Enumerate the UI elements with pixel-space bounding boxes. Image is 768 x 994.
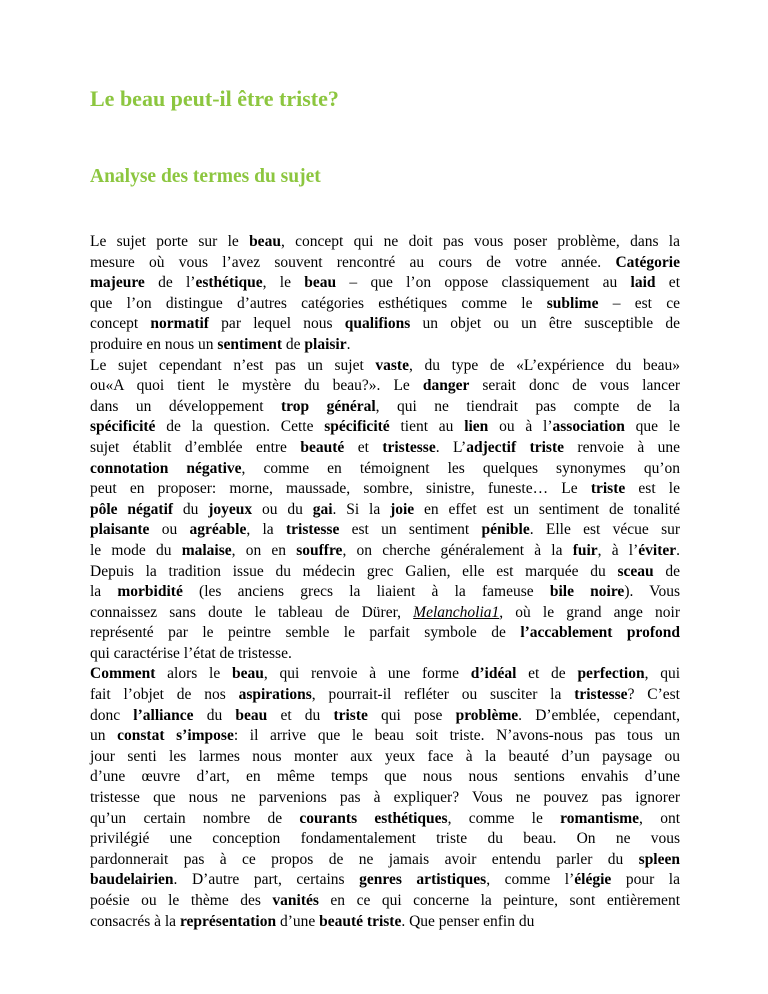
text-run: sujet établit d’emblée entre xyxy=(90,438,301,456)
text-run: qui pose xyxy=(367,706,456,724)
text-run: jour senti les larmes nous monter aux yeux face à la beauté d’un paysage ou xyxy=(90,747,680,765)
bold-term: adjectif triste xyxy=(466,438,564,456)
text-run: est le xyxy=(625,480,680,498)
text-run: serait donc de vous lancer xyxy=(469,377,681,395)
text-line xyxy=(90,314,680,335)
text-line xyxy=(90,294,680,315)
text-run: , qui xyxy=(644,665,680,683)
text-run: d’une œuvre d’art, en même temps que nous nous sentions envahis d’une xyxy=(90,768,680,786)
text-line xyxy=(90,376,680,397)
bold-term: agréable xyxy=(189,521,247,539)
bold-term: éviter xyxy=(638,541,677,559)
text-line xyxy=(90,459,680,480)
text-run: ou à l’ xyxy=(488,418,553,436)
bold-term: d’idéal xyxy=(470,665,517,683)
text-run: , ont xyxy=(639,809,681,827)
text-run: de xyxy=(653,562,680,580)
text-run: Depuis la tradition issue du médecin grec Galien, elle est marquée du xyxy=(90,562,618,580)
bold-term: tristesse xyxy=(285,521,340,539)
bold-term: plaisante xyxy=(90,521,150,539)
bold-term: beau xyxy=(249,233,281,250)
text-line xyxy=(90,335,680,356)
bold-term: esthétique xyxy=(195,274,263,292)
bold-term: laid xyxy=(630,274,656,292)
text-line xyxy=(90,788,680,809)
text-run: , le xyxy=(262,274,305,292)
text-run: concept xyxy=(90,315,151,333)
body-paragraph xyxy=(90,232,680,932)
text-run: pardonnerait pas à ce propos de ne jamais avoir entendu parler du xyxy=(90,850,639,868)
text-run: du xyxy=(193,706,236,724)
text-line xyxy=(90,912,680,933)
bold-term: baudelairien xyxy=(90,871,174,889)
bold-term: Comment xyxy=(90,665,156,683)
bold-term: perfection xyxy=(577,665,645,683)
text-line xyxy=(90,438,680,459)
bold-term: l’alliance xyxy=(133,706,194,724)
text-run: , à l’ xyxy=(597,541,639,559)
bold-term: pôle négatif xyxy=(90,500,174,518)
text-line xyxy=(90,623,680,644)
artwork-title: Melancholia1 xyxy=(413,603,500,621)
text-run: d’une xyxy=(276,912,320,930)
bold-term: fuir xyxy=(572,541,598,559)
bold-term: qualifions xyxy=(344,315,411,333)
bold-term: sceau xyxy=(617,562,654,580)
text-run: représenté par le peintre semble le parfait symbole de xyxy=(90,624,521,642)
text-run: ou«A quoi tient le mystère du beau?». Le xyxy=(90,377,423,395)
text-run: du xyxy=(173,500,209,518)
text-line xyxy=(90,603,680,624)
text-run: tient au xyxy=(389,418,465,436)
text-run: (les anciens grecs la liaient à la fameuse xyxy=(182,583,550,601)
text-run: que l’on distingue d’autres catégories esthétiques comme le xyxy=(90,294,547,312)
text-line xyxy=(90,232,680,253)
text-run: et du xyxy=(267,706,334,724)
bold-term: courants esthétiques xyxy=(299,809,448,827)
bold-term: morbidité xyxy=(117,583,183,601)
bold-term: beauté triste xyxy=(319,912,402,930)
text-run: – est ce xyxy=(598,294,680,312)
bold-term: tristesse xyxy=(574,686,628,704)
bold-term: beau xyxy=(231,665,264,683)
text-line xyxy=(90,541,680,562)
text-run: . L’ xyxy=(435,438,467,456)
text-run: ? C’est xyxy=(627,686,680,704)
text-line xyxy=(90,356,680,377)
text-run: Le sujet cependant n’est pas un sujet xyxy=(90,356,376,374)
text-run: , du type de «L’expérience du beau» xyxy=(408,356,680,374)
bold-term: lien xyxy=(464,418,489,436)
text-run: . xyxy=(676,541,680,559)
text-run: en effet est un sentiment de tonalité xyxy=(414,500,681,518)
text-run: , comme le xyxy=(447,809,561,827)
bold-term: trop général xyxy=(281,397,376,415)
text-run: renvoie à une xyxy=(564,438,681,456)
text-line xyxy=(90,644,680,665)
section-heading: Analyse des termes du sujet xyxy=(90,166,321,187)
text-line xyxy=(90,891,680,912)
bold-term: connotation négative xyxy=(90,459,242,477)
text-run: poésie ou le thème des xyxy=(90,892,273,909)
text-run: , la xyxy=(246,521,286,539)
bold-term: beau xyxy=(235,706,268,724)
text-run: que le xyxy=(624,418,680,436)
bold-term: vaste xyxy=(375,356,409,374)
bold-term: beauté xyxy=(300,438,345,456)
text-line xyxy=(90,706,680,727)
bold-term: sentiment xyxy=(217,335,282,353)
text-run: mesure où vous l’avez souvent rencontré au cours de votre année. xyxy=(90,253,616,271)
text-run: , comme en témoignent les quelques synonymes qu’on xyxy=(241,459,681,477)
bold-term: souffre xyxy=(296,541,343,559)
bold-term: vanités xyxy=(272,892,319,909)
bold-term: problème xyxy=(455,706,519,724)
text-run: consacrés à la xyxy=(90,912,180,930)
text-run: par lequel nous xyxy=(208,315,345,333)
bold-term: triste xyxy=(333,706,368,724)
text-line xyxy=(90,520,680,541)
text-run: ou xyxy=(149,521,190,539)
text-run: , on cherche généralement à la xyxy=(342,541,573,559)
bold-term: majeure xyxy=(90,274,145,292)
text-run: Le sujet porte sur le xyxy=(90,233,250,250)
bold-term: représentation xyxy=(179,912,277,930)
bold-term: gai xyxy=(312,500,333,518)
text-run: un xyxy=(90,727,118,745)
text-run: qui caractérise l’état de tristesse. xyxy=(90,644,292,662)
text-run: un objet ou un être susceptible de xyxy=(410,315,680,333)
text-run: qu’un certain nombre de xyxy=(90,809,300,827)
text-line xyxy=(90,685,680,706)
text-line xyxy=(90,664,680,685)
text-line xyxy=(90,253,680,274)
bold-term: bile noire xyxy=(549,583,625,601)
bold-term: malaise xyxy=(181,541,232,559)
text-line xyxy=(90,500,680,521)
text-run: , qui renvoie à une forme xyxy=(263,665,471,683)
bold-term: Catégorie xyxy=(615,253,680,271)
text-run: en ce qui concerne la peinture, sont entièrement xyxy=(318,892,680,909)
text-line xyxy=(90,273,680,294)
bold-term: spécificité xyxy=(324,418,390,436)
bold-term: beau xyxy=(304,274,337,292)
text-run: – que l’on oppose classiquement au xyxy=(336,274,631,292)
text-run: et de xyxy=(516,665,578,683)
text-run: pour la xyxy=(611,871,680,889)
text-run: . Elle est vécue sur xyxy=(529,521,681,539)
text-line xyxy=(90,767,680,788)
text-run: privilégié une conception fondamentalement triste du beau. On ne vous xyxy=(90,830,680,848)
text-run: . D’emblée, cependant, xyxy=(518,706,681,724)
text-run: de la question. Cette xyxy=(155,418,325,436)
text-run: . Si la xyxy=(332,500,391,518)
text-run: de xyxy=(282,335,305,353)
text-run: de l’ xyxy=(144,274,196,292)
text-run: dans un développement xyxy=(90,397,281,415)
text-line xyxy=(90,417,680,438)
text-line xyxy=(90,562,680,583)
bold-term: triste xyxy=(590,480,626,498)
text-run: et xyxy=(655,274,680,292)
text-run: fait l’objet de nos xyxy=(90,686,239,704)
text-run: peut en proposer: morne, maussade, sombre, sinistre, funeste… Le xyxy=(90,480,591,498)
bold-term: tristesse xyxy=(382,438,436,456)
text-run: , pourrait-il refléter ou susciter la xyxy=(311,686,575,704)
text-run: , qui ne tiendrait pas compte de la xyxy=(375,397,680,415)
bold-term: romantisme xyxy=(560,809,640,827)
bold-term: spleen xyxy=(638,850,680,868)
text-run: . Que penser enfin du xyxy=(401,912,535,930)
bold-term: plaisir xyxy=(304,335,347,353)
text-run: , on en xyxy=(231,541,297,559)
text-line xyxy=(90,809,680,830)
text-line xyxy=(90,870,680,891)
bold-term: spécificité xyxy=(90,418,156,436)
text-run: alors le xyxy=(155,665,232,683)
text-run: donc xyxy=(90,706,134,724)
text-run: et xyxy=(344,438,383,456)
text-run: tristesse que nous ne parvenions pas à expliquer? Vous ne pouvez pas ignorer xyxy=(90,789,680,807)
text-line xyxy=(90,747,680,768)
bold-term: association xyxy=(552,418,625,436)
bold-term: genres artistiques xyxy=(359,871,487,889)
text-line xyxy=(90,479,680,500)
bold-term: joyeux xyxy=(208,500,253,518)
text-run: . D’autre part, certains xyxy=(173,871,360,889)
document-title: Le beau peut-il être triste? xyxy=(90,86,339,111)
text-line xyxy=(90,829,680,850)
bold-term: danger xyxy=(422,377,470,395)
bold-term: sublime xyxy=(546,294,599,312)
text-run: ). Vous xyxy=(624,583,681,601)
text-run: produire en nous un xyxy=(90,335,218,353)
text-run: . xyxy=(346,335,351,353)
bold-term: constat s’impose xyxy=(117,727,234,745)
text-run: : il arrive que le beau soit triste. N’avons-nous pas tous un xyxy=(233,727,680,745)
text-run: le mode du xyxy=(90,541,182,559)
text-line xyxy=(90,397,680,418)
bold-term: élégie xyxy=(574,871,612,889)
text-run: ou du xyxy=(252,500,313,518)
text-run: , où le grand ange noir xyxy=(499,603,680,621)
bold-term: normatif xyxy=(150,315,209,333)
bold-term: l’accablement profond xyxy=(520,624,680,642)
text-run: la xyxy=(90,583,118,601)
text-line xyxy=(90,726,680,747)
bold-term: aspirations xyxy=(238,686,312,704)
text-line xyxy=(90,850,680,871)
bold-term: joie xyxy=(390,500,415,518)
bold-term: pénible xyxy=(481,521,530,539)
text-run: est un sentiment xyxy=(339,521,482,539)
text-line xyxy=(90,582,680,603)
text-run: , comme l’ xyxy=(486,871,575,889)
text-run: connaissez sans doute le tableau de Dürer, xyxy=(90,603,414,621)
text-run: , concept qui ne doit pas vous poser problème, dans la xyxy=(280,233,680,250)
